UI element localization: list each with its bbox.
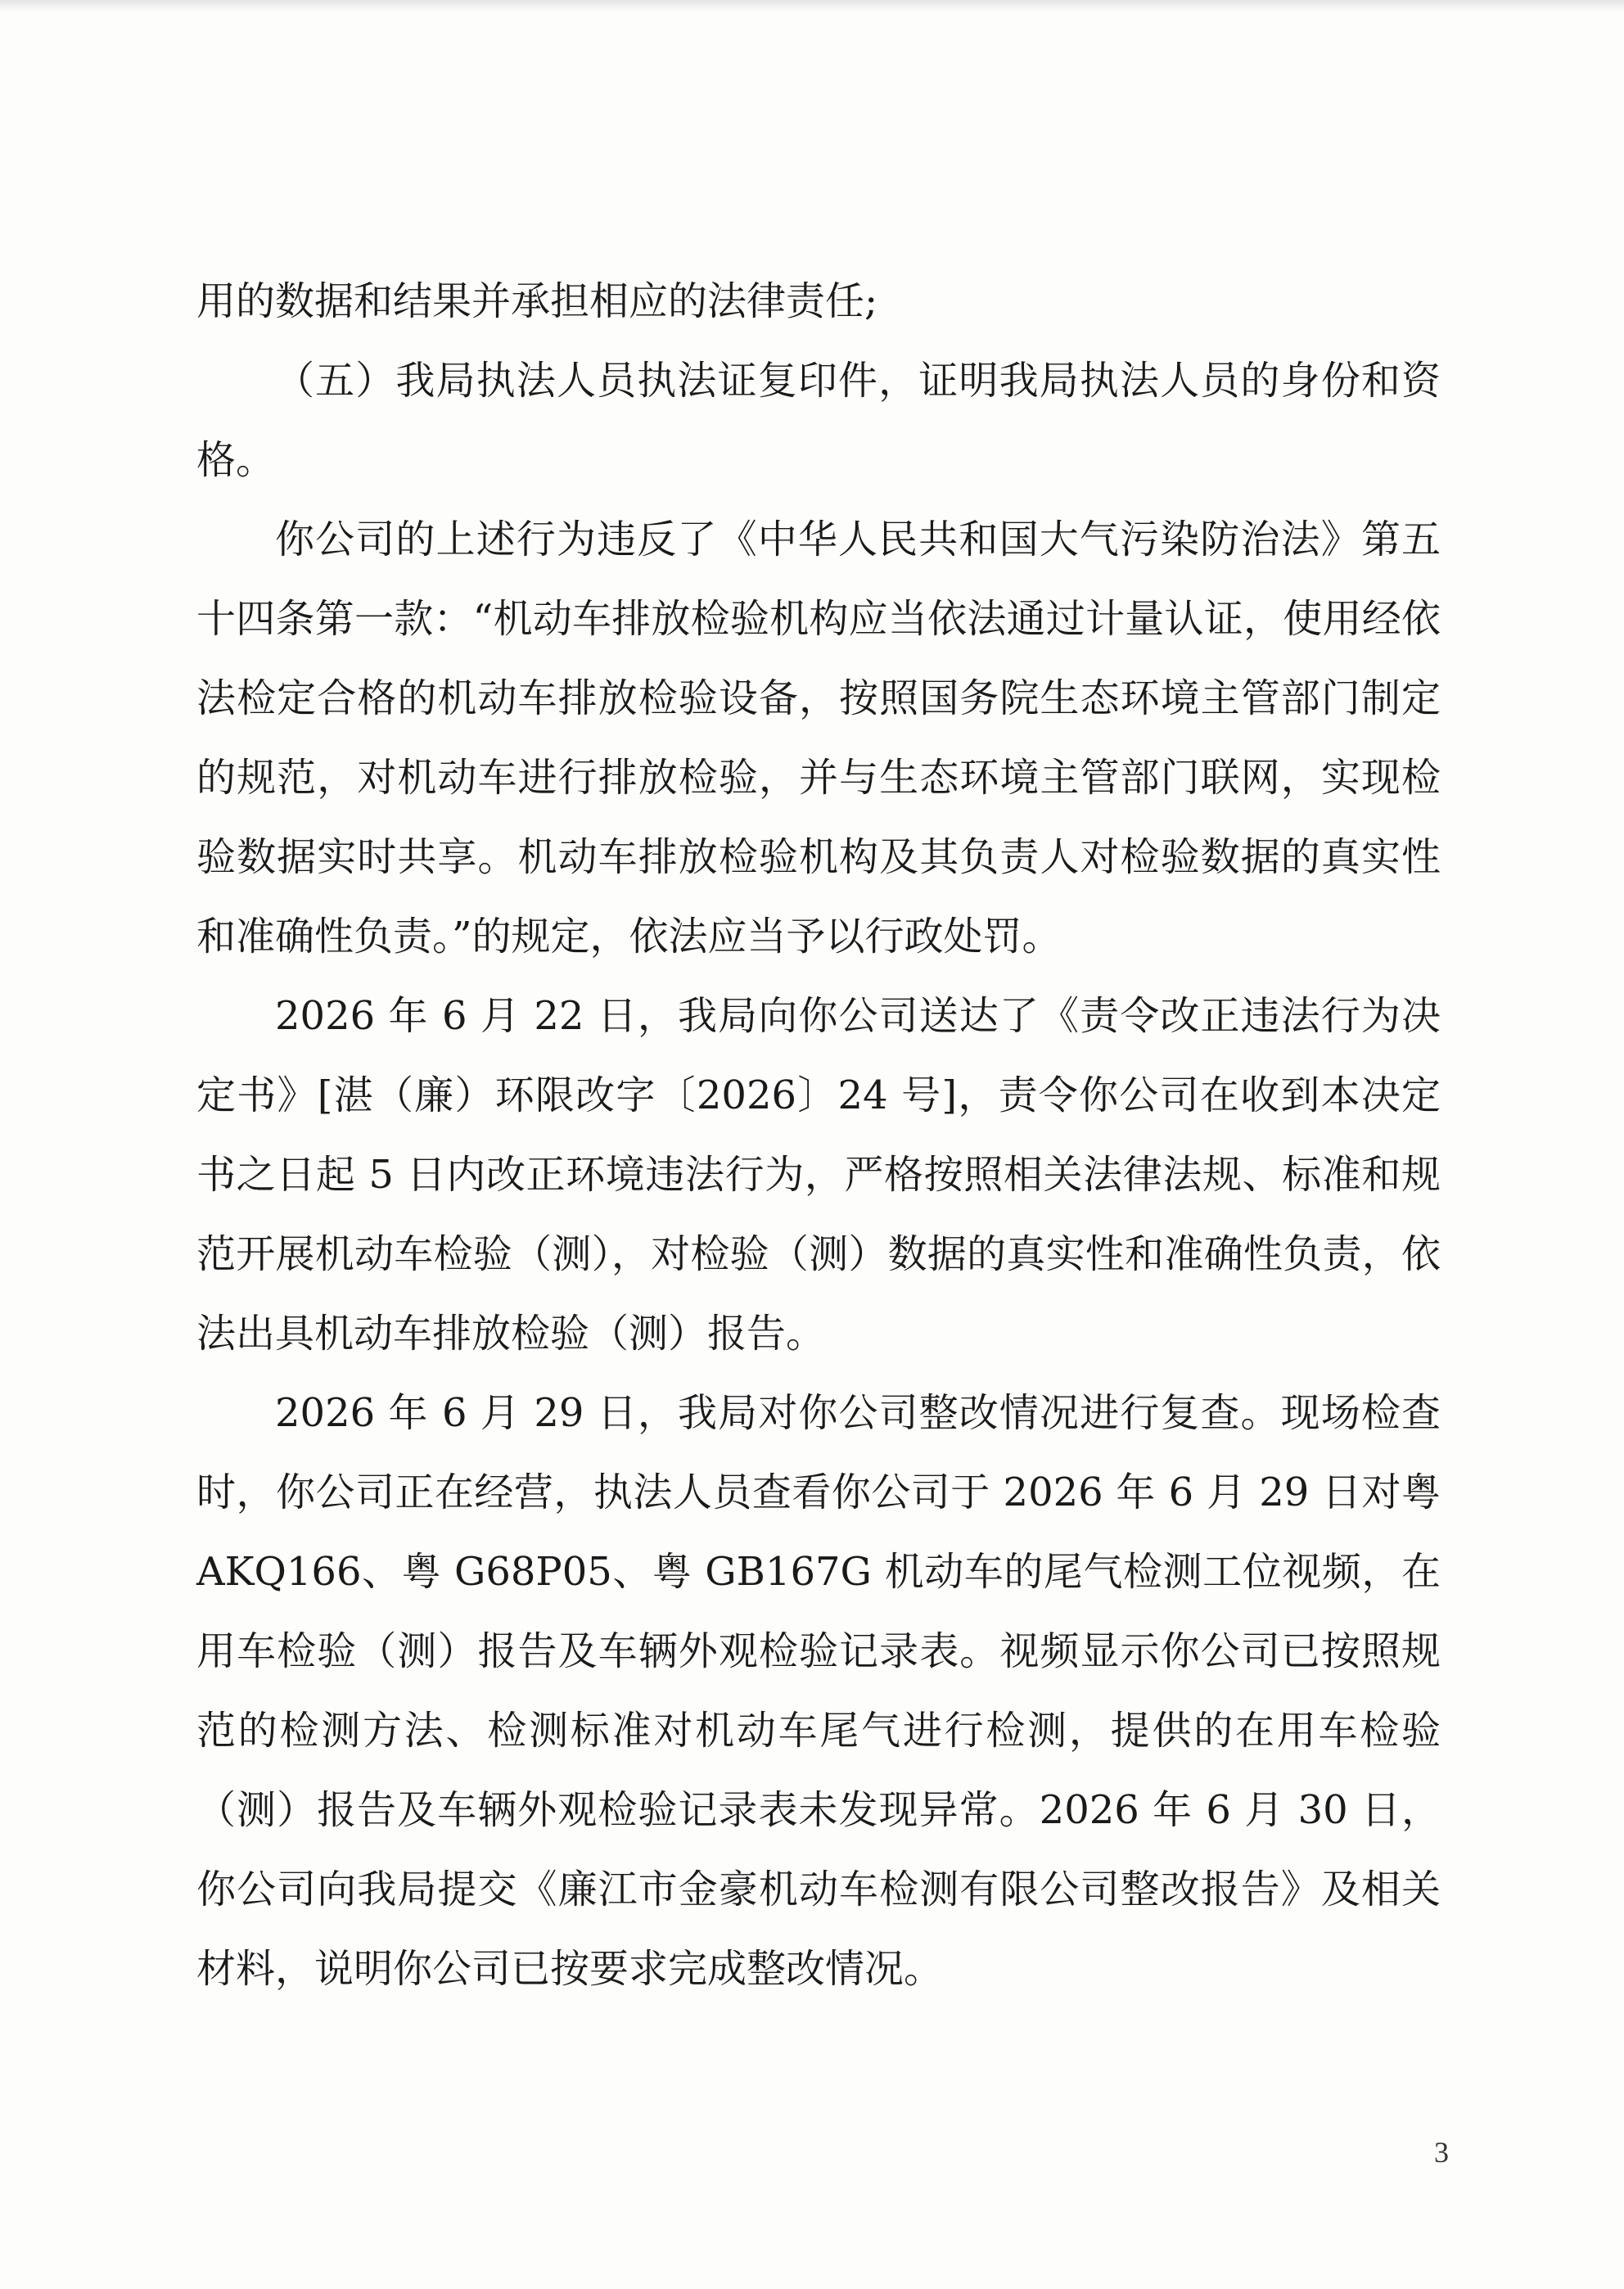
- scan-top-edge: [0, 0, 1624, 11]
- document-body: [196, 262, 1441, 2009]
- paragraph-reinspection: 2026 年 6 月 29 日，我局对你公司整改情况进行复查。现场检查时，你公司正在经营，执法人员查看你公司于 2026 年 6 月 29 日对粤 AKQ166、粤 G68P05、粤 GB167G 机动车的尾气检测工位视频，在用车检验（测）报告及车辆外观检验记录表。视频显示你公司已按照规范的检测方法、检测标准对机动车尾气进行检测，提供的在用车检验（测）报告及车辆外观检验记录表未发现异常。2026 年 6 月 30 日，你公司向我局提交《廉江市金豪机动车检测有限公司整改报告》及相关材料，说明你公司已按要求完成整改情况。: [196, 1390, 1441, 1992]
- paragraph-evidence-item-5: （五）我局执法人员执法证复印件，证明我局执法人员的身份和资格。: [196, 358, 1441, 483]
- paragraph-correction-order: 2026 年 6 月 22 日，我局向你公司送达了《责令改正违法行为决定书》[湛（廉）环限改字〔2026〕24 号]，责令你公司在收到本决定书之日起 5 日内改正环境违法行为，严格按照相关法律法规、标准和规范开展机动车检验（测），对检验（测）数据的真实性和准确性负责，依法出具机动车排放检验（测）报告。: [196, 993, 1441, 1357]
- page-number: 3: [1434, 2136, 1449, 2169]
- paragraph-legal-violation: 你公司的上述行为违反了《中华人民共和国大气污染防治法》第五十四条第一款：“机动车排放检验机构应当依法通过计量认证，使用经依法检定合格的机动车排放检验设备，按照国务院生态环境主管部门制定的规范，对机动车进行排放检验，并与生态环境主管部门联网，实现检验数据实时共享。机动车排放检验机构及其负责人对检验数据的真实性和准确性负责。”的规定，依法应当予以行政处罚。: [196, 517, 1441, 959]
- paragraph-continuation: 用的数据和结果并承担相应的法律责任;: [196, 278, 878, 324]
